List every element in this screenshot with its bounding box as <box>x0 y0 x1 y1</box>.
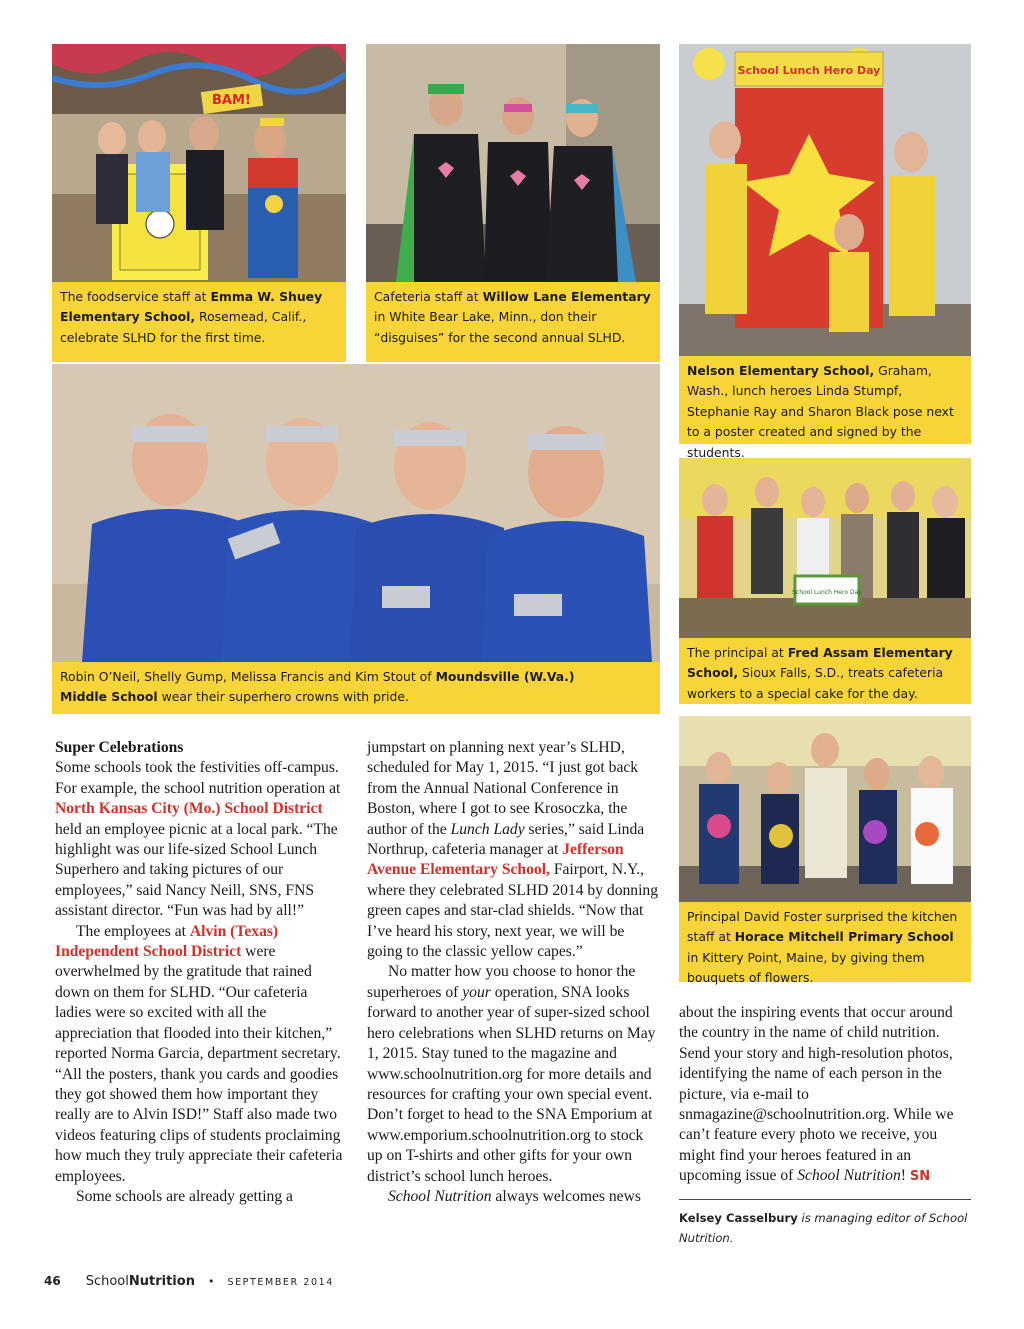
bam-sign-text: BAM! <box>212 93 251 108</box>
paragraph: The employees at Alvin (Texas) Independent School District were overwhelmed by the gratitude that rained down on them for SLHD. “Our cafeteria ladies were so excited with all the appreciation that flooded into their kitchen,” reported Norma Garcia, department secretary. “All the posters, thank you cards and goodies they got showed them how important they really are to Alvin ISD!” Staff also made two videos featuring clips of students proclaiming how much they truly appreciate their cafeteria employees. <box>55 922 343 1185</box>
caption-text: Graham, Wash., lunch heroes Linda Stumpf, Stephanie Ray and Sharon Black pose next to a poster created and signed by the students. <box>687 363 954 460</box>
school-district-link: Alvin (Texas) Independent School District <box>55 922 279 961</box>
caption-school-name: Willow Lane Elementary <box>482 289 651 304</box>
paragraph: Some schools took the festivities off-campus. For example, the school nutrition operation at North Kansas City (Mo.) School District held an employee picnic at a local park. “The highlight was our life-sized School Lunch Superhero and taking pictures of our employees,” said Nancy Neill, SNS, FNS assistant director. “Fun was had by all!” <box>55 759 341 920</box>
issue-date: SEPTEMBER 2014 <box>227 1277 334 1288</box>
caption-willow-lane <box>366 282 660 362</box>
sn-end-mark: SN <box>909 1169 931 1185</box>
caption-text: Principal David Foster surprised the kitchen staff at <box>687 909 958 945</box>
paragraph: about the inspiring events that occur around the country in the name of child nutrition. Send your story and high-resolution photos, identifying the name of each person in the picture, via e-mail to snmagazine@schoolnutrition.org. While we can’t feature every photo we receive, you might find your heroes featured in an upcoming issue of School Nutrition! SN <box>679 1004 954 1185</box>
caption-shuey <box>52 282 346 362</box>
caption-text: Cafeteria staff at <box>374 289 483 304</box>
caption-school-name: Emma W. Shuey Elementary School, <box>60 289 323 325</box>
article-column-2 <box>367 738 661 1207</box>
byline-divider <box>679 1199 971 1200</box>
paragraph: School Nutrition always welcomes news <box>388 1187 641 1205</box>
photo-moundsville <box>52 364 660 662</box>
photo-assam <box>679 458 971 638</box>
caption-text: The principal at <box>687 645 788 660</box>
caption-school-name: Nelson Elementary School, <box>687 363 875 378</box>
photo-shuey <box>52 44 346 282</box>
caption-text: Sioux Falls, S.D., treats cafeteria workers to a special cake for the day. <box>687 665 944 701</box>
caption-school-name: Moundsville (W.Va.) Middle School <box>60 669 575 705</box>
photo-willow-lane <box>366 44 660 282</box>
page-footer <box>44 1274 444 1294</box>
section-heading: Super Celebrations <box>55 739 184 756</box>
footer-bullet: • <box>207 1275 215 1288</box>
byline-text: is managing editor of School Nutrition. <box>679 1211 968 1245</box>
paragraph: No matter how you choose to honor the superheroes of your operation, SNA looks forward to another year of super-sized school hero celebrations when SLHD returns on May 1, 2015. Stay tuned to the magazine and www.schoolnutrition.org for more details and resources for crafting your own special event. Don’t forget to head to the SNA Emporium at www.emporium.schoolnutrition.org to stock up on T-shirts and other gifts for your own district’s school lunch heroes. <box>367 963 656 1185</box>
article-column-3 <box>679 1003 971 1188</box>
caption-school-name: Fred Assam Elementary School, <box>687 645 953 681</box>
caption-nelson <box>679 356 971 460</box>
caption-text: in White Bear Lake, Minn., don their “disguises” for the second annual SLHD. <box>374 309 626 345</box>
caption-moundsville <box>52 662 660 714</box>
magazine-logo: SchoolNutrition <box>85 1274 195 1289</box>
poster-banner-text: School Lunch Hero Day <box>737 64 881 77</box>
caption-assam <box>679 638 971 704</box>
caption-text: The foodservice staff at <box>60 289 211 304</box>
byline <box>679 1208 971 1248</box>
paragraph: jumpstart on planning next year’s SLHD, scheduled for May 1, 2015. “I just got back from the Annual National Conference in Boston, where I got to see Krosoczka, the author of the Lunch Lady series,” said Linda Northrup, cafeteria manager at Jefferson Avenue Elementary School, Fairport, N.Y., where they celebrated SLHD 2014 by donning green capes and star-clad shields. “Now that I’ve heard his story, next year, we will be going to the classic yellow capes.” <box>367 739 659 961</box>
school-link: Jefferson Avenue Elementary School, <box>367 841 624 879</box>
caption-mitchell <box>679 902 971 986</box>
caption-text: wear their superhero crowns with pride. <box>157 689 409 705</box>
cake-text: School Lunch Hero Day <box>792 589 862 596</box>
caption-text: in Kittery Point, Maine, by giving them bouquets of flowers. <box>687 949 925 986</box>
page-number: 46 <box>44 1274 61 1288</box>
article-column-1 <box>55 738 347 1207</box>
photo-nelson <box>679 44 971 356</box>
photo-mitchell <box>679 716 971 902</box>
school-district-link: North Kansas City (Mo.) School District <box>55 800 323 818</box>
caption-text: Rosemead, Calif., celebrate SLHD for the first time. <box>60 309 307 345</box>
caption-text: Robin O’Neil, Shelly Gump, Melissa Francis and Kim Stout of <box>60 669 436 684</box>
paragraph: Some schools are already getting a <box>76 1187 293 1205</box>
byline-author: Kelsey Casselbury <box>679 1211 798 1225</box>
caption-school-name: Horace Mitchell Primary School <box>734 929 954 945</box>
